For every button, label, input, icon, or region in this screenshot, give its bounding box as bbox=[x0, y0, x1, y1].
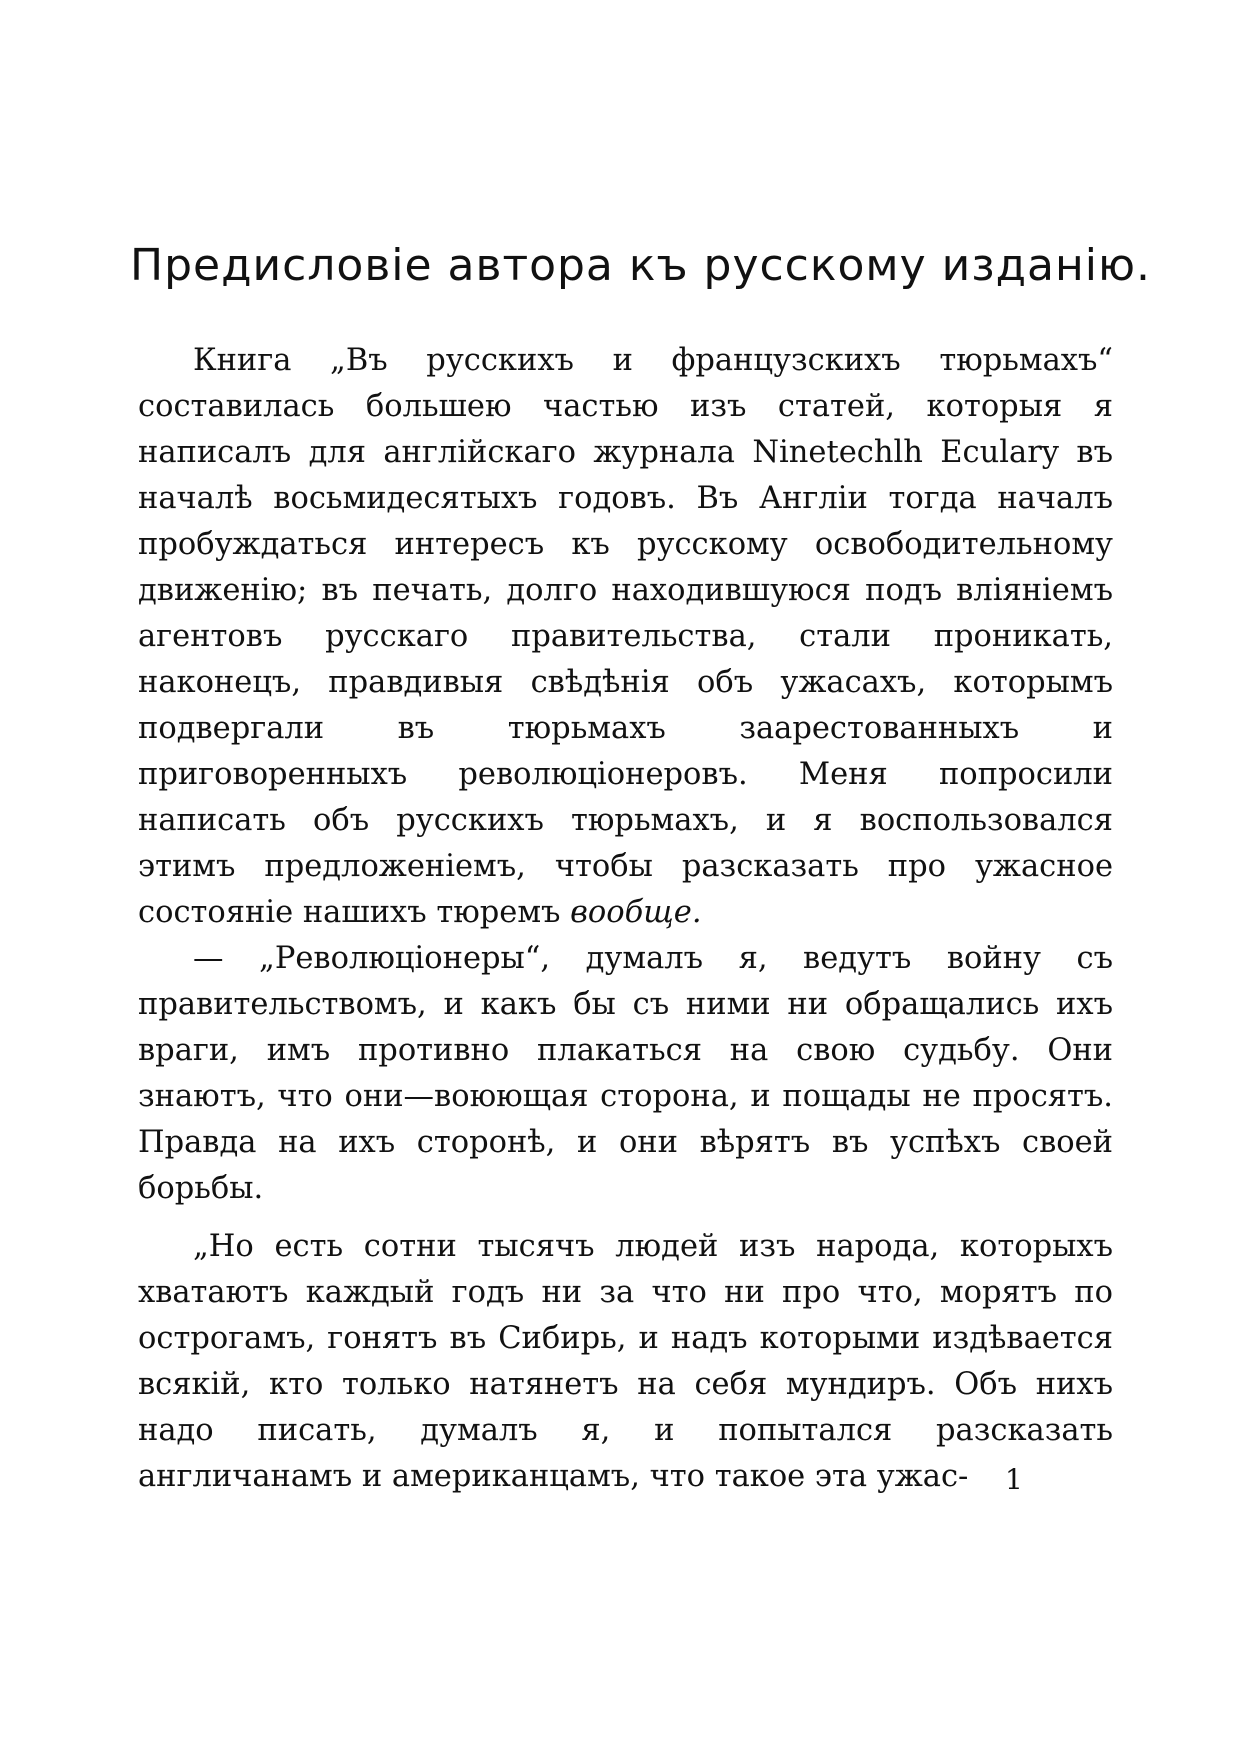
paragraph-2: — „Революціонеры“, думалъ я, ведутъ войну съ правительствомъ, и какъ бы съ ними ни обращались ихъ враги, имъ противно плакаться на свою судьбу. Они знаютъ, что они—воюющая сторона, и пощады не просятъ. Правда на ихъ сторонѣ, и они вѣрятъ въ успѣхъ своей борьбы. bbox=[138, 941, 1113, 1206]
page-body bbox=[138, 338, 1113, 1500]
paragraph-1-text: Книга „Въ русскихъ и французскихъ тюрьмахъ“ составилась большею частью изъ статей, которыя я написалъ для англійскаго журнала Ninetechlh Eculary въ началѣ восьмидесятыхъ годовъ. Въ Англіи тогда началъ пробуждаться интересъ къ русскому освободительному движенію; въ печать, долго находившуюся подъ вліяніемъ агентовъ русскаго правительства, стали проникать, наконецъ, правдивыя свѣдѣнія объ ужасахъ, которымъ подвергали въ тюрьмахъ заарестованныхъ и приговоренныхъ революціонеровъ. Меня попросили написать объ русскихъ тюрьмахъ, и я воспользовался этимъ предложеніемъ, чтобы разсказать про ужасное состояніе нашихъ тюремъ bbox=[138, 343, 1113, 930]
paragraph-1 bbox=[138, 338, 1113, 936]
paragraph-3: „Но есть сотни тысячъ людей изъ народа, которыхъ хватаютъ каждый годъ ни за что ни про что, морятъ по острогамъ, гонятъ въ Сибирь, и надъ которыми издѣвается всякій, кто только натянетъ на себя мундиръ. Объ нихъ надо писать, думалъ я, и попытался разсказать англичанамъ и американцамъ, что такое эта ужас- bbox=[138, 1229, 1113, 1494]
paragraph-1-emphasis: вообще. bbox=[570, 895, 702, 930]
page-number: 1 bbox=[1005, 1463, 1023, 1496]
page-title: Предисловіе автора къ русскому изданію. bbox=[130, 240, 1151, 291]
